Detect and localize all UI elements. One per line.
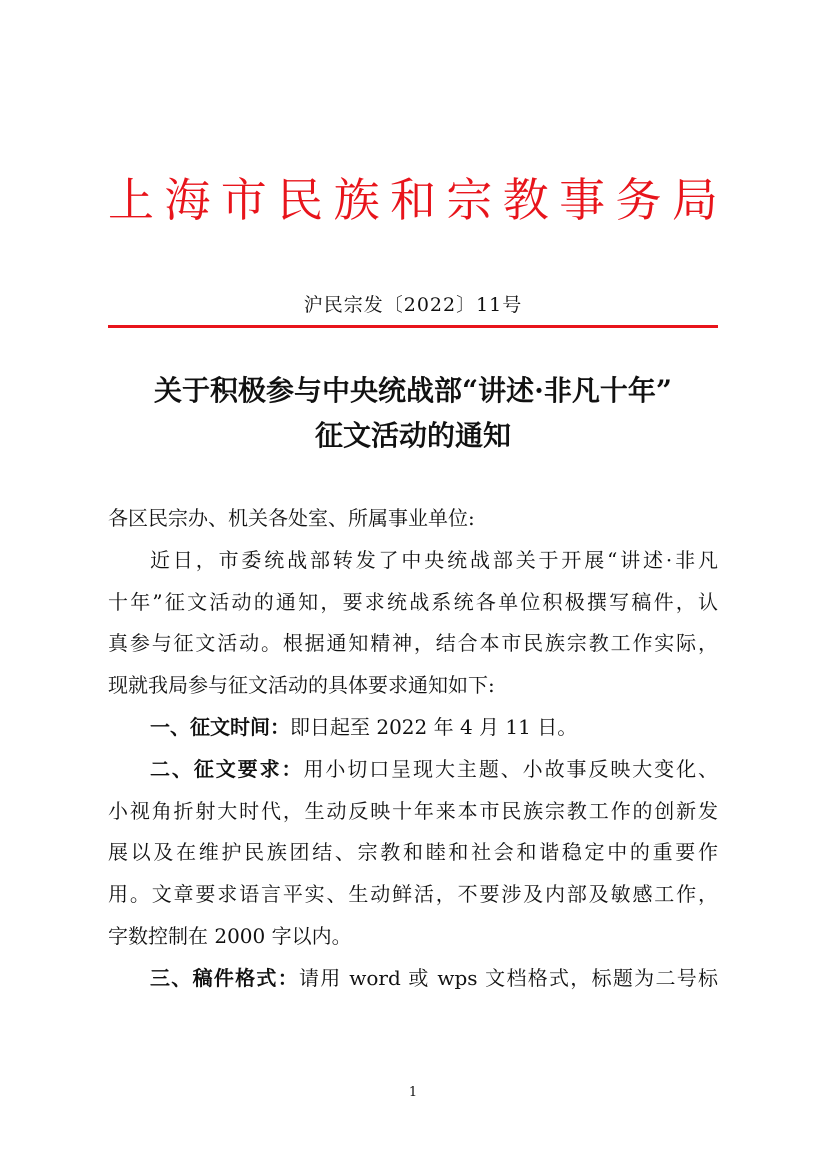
body-line <box>108 665 718 707</box>
org-name-char: 事 <box>559 173 606 227</box>
body-line <box>108 540 718 582</box>
document-body <box>108 498 718 1000</box>
org-name-char: 和 <box>389 173 436 227</box>
body-line <box>108 623 718 665</box>
line-text: 用。文章要求语言平实、生动鲜活，不要涉及内部及敏感工作， <box>108 882 718 907</box>
title-line-1: 关于积极参与中央统战部“讲述·非凡十年” <box>154 374 672 407</box>
line-text: 用小切口呈现大主题、小故事反映大变化、 <box>303 756 719 781</box>
line-text: 现就我局参与征文活动的具体要求通知如下: <box>108 673 495 698</box>
line-text: 即日起至 2022 年 4 月 11 日。 <box>290 714 578 739</box>
org-name-char: 市 <box>220 173 267 227</box>
document-number: 沪民宗发〔2022〕11号 <box>303 294 523 316</box>
section-label: 二、征文要求： <box>150 756 304 781</box>
body-line <box>108 582 718 624</box>
section-label: 三、稿件格式： <box>150 965 300 990</box>
line-text: 请用 word 或 wps 文档格式，标题为二号标 <box>299 965 719 990</box>
body-line <box>108 958 718 1000</box>
red-divider <box>108 325 718 328</box>
body-line <box>108 916 718 958</box>
org-name-char: 上 <box>108 173 154 227</box>
org-name-char: 宗 <box>446 173 493 227</box>
line-text: 真参与征文活动。根据通知精神，结合本市民族宗教工作实际， <box>108 631 718 656</box>
title-line-2: 征文活动的通知 <box>314 419 511 452</box>
line-text: 各区民宗办、机关各处室、所属事业单位: <box>108 506 475 530</box>
document-title <box>100 368 726 458</box>
line-text: 小视角折射大时代，生动反映十年来本市民族宗教工作的创新发 <box>108 798 718 823</box>
body-line <box>108 498 718 540</box>
org-name-char: 局 <box>671 173 718 227</box>
line-text: 近日，市委统战部转发了中央统战部关于开展“讲述·非凡 <box>150 547 718 572</box>
body-line <box>108 749 718 791</box>
issuing-authority-header <box>108 168 718 232</box>
org-name-char: 海 <box>164 173 211 227</box>
body-line <box>108 791 718 833</box>
org-name-char: 教 <box>502 173 549 227</box>
line-text: 展以及在维护民族团结、宗教和睦和社会和谐稳定中的重要作 <box>108 840 718 865</box>
org-name-char: 民 <box>277 173 324 227</box>
line-text: 十年”征文活动的通知，要求统战系统各单位积极撰写稿件，认 <box>108 589 718 614</box>
org-name-char: 族 <box>333 173 380 227</box>
body-line <box>108 832 718 874</box>
section-label: 一、征文时间： <box>150 714 290 739</box>
body-line <box>108 707 718 749</box>
body-line <box>108 874 718 916</box>
line-text: 字数控制在 2000 字以内。 <box>108 923 352 948</box>
page-number: 1 <box>408 1085 418 1100</box>
org-name-char: 务 <box>615 173 662 227</box>
